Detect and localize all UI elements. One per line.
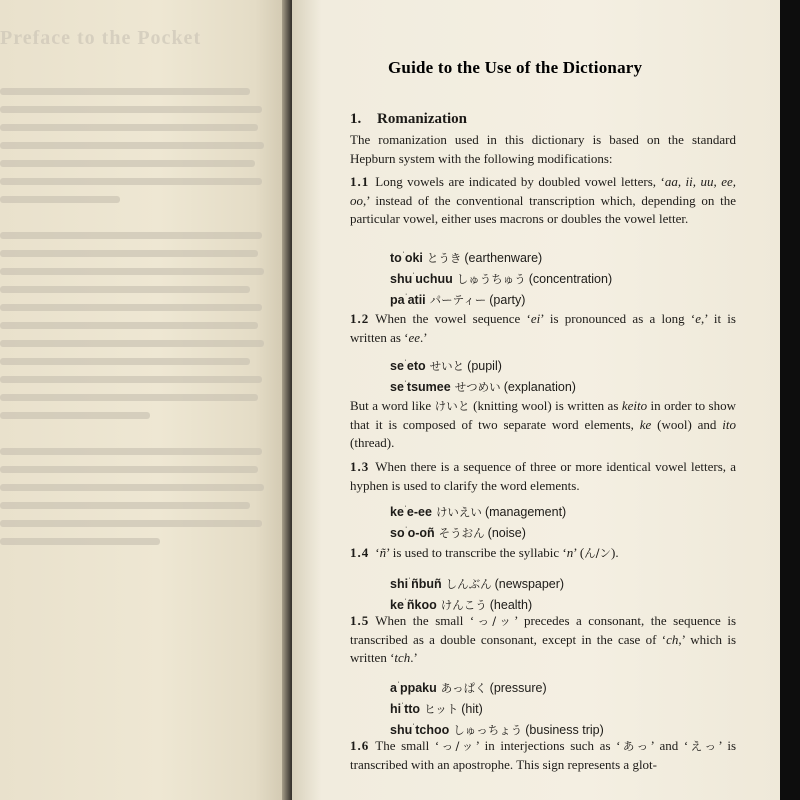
romanized-term: ito bbox=[722, 416, 736, 432]
example-gloss: (hit) bbox=[461, 702, 483, 716]
japanese-text: ん/ン bbox=[584, 546, 612, 560]
rule-number: 1.4 bbox=[350, 545, 370, 560]
examples-1-5 bbox=[390, 676, 604, 739]
example-word: $se^ˈeto$ bbox=[390, 358, 426, 373]
example-kana: しんぶん bbox=[445, 577, 492, 591]
example-gloss: (explanation) bbox=[503, 380, 576, 394]
rule-text: ’ in interjections such as ‘ bbox=[475, 738, 621, 753]
example-gloss: (earthenware) bbox=[464, 251, 543, 265]
rule-text: The small ‘ bbox=[375, 738, 440, 753]
example-kana: とうき bbox=[426, 251, 462, 265]
rule-text: ’ precedes a consonant, the sequence is transcribed as a double consonant, except in the case of ‘ bbox=[350, 613, 736, 647]
japanese-text: あっ bbox=[620, 739, 651, 753]
rule-text: ,’ instead of the conventional transcription which, depending on the particular vowel, either uses macrons or doubles the vowel letter. bbox=[350, 192, 736, 226]
example-entry bbox=[390, 593, 564, 614]
rule-1-6 bbox=[350, 737, 736, 774]
example-gloss: (management) bbox=[484, 505, 567, 519]
rule-text: ’ and ‘ bbox=[650, 738, 689, 753]
rule-text: ‘ bbox=[375, 545, 380, 560]
japanese-text: えっ bbox=[688, 739, 719, 753]
example-gloss: (pupil) bbox=[467, 359, 502, 373]
example-word: $ke^ˈñkoo$ bbox=[390, 597, 437, 612]
romanized-term: ñ bbox=[379, 545, 387, 560]
romanized-term: ch bbox=[666, 631, 679, 647]
example-word: $hi^ˈtto$ bbox=[390, 701, 421, 716]
romanized-term: ei bbox=[530, 311, 541, 326]
example-word: $se^ˈtsumee$ bbox=[390, 379, 451, 394]
example-gloss: (business trip) bbox=[525, 723, 604, 737]
accent-mark: ˈ bbox=[403, 379, 407, 389]
accent-mark: ˈ bbox=[403, 358, 407, 368]
rule-text: (knitting wool) is written as bbox=[469, 398, 622, 413]
example-entry bbox=[390, 718, 604, 739]
example-kana: しゅっちょう bbox=[453, 723, 523, 737]
rule-1-3 bbox=[350, 458, 736, 495]
rule-text: ,’ it is written as ‘ bbox=[350, 311, 736, 345]
example-entry bbox=[390, 246, 612, 267]
romanized-term: keito bbox=[621, 398, 648, 413]
example-kana: けんこう bbox=[440, 598, 487, 612]
example-gloss: (pressure) bbox=[489, 681, 547, 695]
example-word: $pa^ˈatii$ bbox=[390, 292, 426, 307]
accent-mark: ˈ bbox=[412, 722, 416, 732]
rule-text: When the small ‘ bbox=[375, 613, 475, 628]
rule-text: When there is a sequence of three or more identical vowel letters, a hyphen is used to clarify the word elements. bbox=[350, 459, 736, 493]
example-word: shi$^ˈ$ñbuñ bbox=[390, 576, 442, 591]
rule-text: ’ is pronounced as a long ‘ bbox=[540, 311, 696, 326]
example-entry bbox=[390, 572, 564, 593]
rule-number: 1.3 bbox=[350, 459, 370, 474]
romanized-term: aa, ii, uu, ee, oo bbox=[350, 174, 737, 208]
rule-number: 1.5 bbox=[350, 613, 370, 628]
section-heading bbox=[350, 111, 467, 128]
left-page-title: Preface to the Pocket bbox=[0, 27, 202, 49]
examples-1-1 bbox=[390, 246, 612, 309]
rule-number: 1.1 bbox=[350, 174, 370, 189]
example-gloss: (health) bbox=[489, 598, 533, 612]
example-kana: せいと bbox=[429, 359, 465, 373]
accent-mark: ˈ bbox=[403, 597, 407, 607]
rule-text: (wool) and bbox=[651, 416, 723, 432]
example-word: shu$^ˈ$tchoo bbox=[390, 722, 450, 737]
example-entry bbox=[390, 676, 604, 697]
japanese-text: っ/ッ bbox=[474, 614, 515, 628]
rule-number: 1.6 bbox=[350, 738, 370, 753]
example-entry bbox=[390, 375, 576, 396]
rule-text: ’ is transcribed with an apostrophe. This sign represents a glot- bbox=[350, 738, 737, 772]
example-kana: せつめい bbox=[454, 380, 501, 394]
rule-text: (thread). bbox=[350, 435, 395, 450]
accent-mark: ˈ bbox=[401, 701, 405, 711]
rule-1-4 bbox=[350, 544, 736, 563]
rule-text: ’ is used to transcribe the syllabic ‘ bbox=[386, 545, 567, 560]
romanized-term: n bbox=[566, 545, 574, 560]
example-kana: しゅうちゅう bbox=[456, 272, 526, 286]
rule-1-5 bbox=[350, 612, 736, 668]
bleed-through-text bbox=[0, 0, 290, 800]
accent-mark: ˈ bbox=[401, 250, 405, 260]
section-number: 1. bbox=[350, 111, 362, 127]
rule-1-2 bbox=[350, 310, 736, 347]
accent-mark: ˈ bbox=[396, 680, 400, 690]
rule-text: ’ ( bbox=[573, 545, 585, 560]
example-entry bbox=[390, 697, 604, 718]
rule-text: Long vowels are indicated by doubled vowel letters, ‘ bbox=[375, 174, 665, 189]
rule-text: ,’ which is written ‘ bbox=[350, 631, 737, 665]
example-word: $ke^ˈe-ee$ bbox=[390, 504, 432, 519]
intro-paragraph: The romanization used in this dictionary is based on the standard Hepburn system with the following modifications: bbox=[350, 132, 736, 166]
rule-number: 1.2 bbox=[350, 311, 370, 326]
japanese-text: けいと bbox=[434, 399, 470, 413]
romanized-term: e bbox=[695, 311, 701, 326]
page-title: Guide to the Use of the Dictionary bbox=[388, 58, 643, 77]
example-entry bbox=[390, 354, 576, 375]
example-entry bbox=[390, 267, 612, 288]
example-kana: けいえい bbox=[435, 505, 482, 519]
examples-1-3 bbox=[390, 500, 566, 542]
japanese-text: っ/ッ bbox=[439, 739, 476, 753]
example-entry bbox=[390, 288, 612, 309]
example-kana: あっぱく bbox=[440, 681, 487, 695]
example-kana: そうおん bbox=[438, 526, 485, 540]
example-gloss: (concentration) bbox=[528, 272, 613, 286]
rule-1-1 bbox=[350, 173, 736, 229]
rule-text: in order to show that it is composed of two separate word elements, bbox=[350, 398, 736, 432]
romanized-term: ke bbox=[639, 416, 652, 432]
accent-mark: ˈ bbox=[403, 504, 407, 514]
example-gloss: (noise) bbox=[487, 526, 526, 540]
rule-text: .’ bbox=[410, 650, 418, 665]
example-gloss: (newspaper) bbox=[494, 577, 565, 591]
example-word: $to^ˈoki$ bbox=[390, 250, 423, 265]
example-word: $so^ˈo-oñ$ bbox=[390, 525, 435, 540]
rule-text: When the vowel sequence ‘ bbox=[375, 311, 531, 326]
left-facing-page bbox=[0, 0, 290, 800]
examples-1-2 bbox=[390, 354, 576, 396]
example-word: shu$^ˈ$uchuu bbox=[390, 271, 453, 286]
rule-1-2-note bbox=[350, 397, 736, 453]
example-kana: パーティー bbox=[429, 293, 487, 307]
example-word: $a^ˈppaku$ bbox=[390, 680, 437, 695]
rule-text: But a word like bbox=[350, 398, 435, 413]
example-kana: ヒット bbox=[424, 702, 459, 716]
accent-mark: ˈ bbox=[404, 292, 408, 302]
accent-mark: ˈ bbox=[408, 576, 412, 586]
examples-1-4 bbox=[390, 572, 564, 614]
example-entry bbox=[390, 500, 566, 521]
right-page bbox=[292, 0, 780, 800]
example-entry bbox=[390, 521, 566, 542]
section-title: Romanization bbox=[377, 111, 467, 127]
rule-text: ). bbox=[611, 545, 619, 560]
romanized-term: ee bbox=[408, 329, 421, 345]
romanized-term: tch bbox=[394, 650, 411, 665]
accent-mark: ˈ bbox=[404, 525, 408, 535]
example-gloss: (party) bbox=[489, 293, 526, 307]
rule-text: .’ bbox=[420, 329, 428, 345]
accent-mark: ˈ bbox=[412, 271, 416, 281]
